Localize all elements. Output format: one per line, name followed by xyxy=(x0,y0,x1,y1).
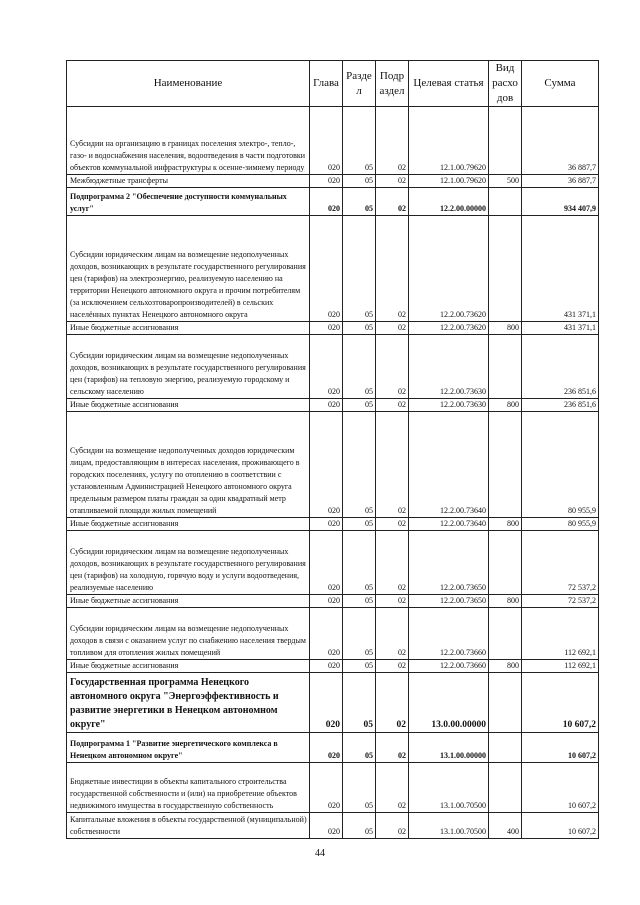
row-podrazdel: 02 xyxy=(376,531,409,595)
row-statya: 12.2.00.73660 xyxy=(409,608,489,660)
header-podrazdel: Подр аздел xyxy=(376,61,409,107)
row-razdel: 05 xyxy=(343,813,376,839)
row-glava: 020 xyxy=(310,175,343,188)
row-vid: 800 xyxy=(489,322,522,335)
row-statya: 13.1.00.70500 xyxy=(409,763,489,813)
row-vid xyxy=(489,531,522,595)
table-row xyxy=(67,412,599,518)
row-razdel: 05 xyxy=(343,399,376,412)
row-podrazdel: 02 xyxy=(376,399,409,412)
table-row xyxy=(67,608,599,660)
row-name: Иные бюджетные ассигнования xyxy=(67,660,310,673)
row-glava: 020 xyxy=(310,733,343,763)
table-row xyxy=(67,335,599,399)
row-vid xyxy=(489,412,522,518)
row-name: Иные бюджетные ассигнования xyxy=(67,399,310,412)
row-podrazdel: 02 xyxy=(376,188,409,216)
row-vid: 800 xyxy=(489,518,522,531)
row-summa: 10 607,2 xyxy=(522,733,599,763)
row-vid: 800 xyxy=(489,595,522,608)
row-razdel: 05 xyxy=(343,733,376,763)
row-vid xyxy=(489,335,522,399)
row-glava: 020 xyxy=(310,531,343,595)
row-podrazdel: 02 xyxy=(376,107,409,175)
row-vid xyxy=(489,733,522,763)
table-row-subprogram xyxy=(67,188,599,216)
row-razdel: 05 xyxy=(343,322,376,335)
row-name: Капитальные вложения в объекты государственной (муниципальной) собственности xyxy=(67,813,310,839)
row-glava: 020 xyxy=(310,660,343,673)
table-row-subprogram xyxy=(67,733,599,763)
row-glava: 020 xyxy=(310,322,343,335)
budget-table xyxy=(66,60,599,839)
table-row xyxy=(67,107,599,175)
row-statya: 12.2.00.73640 xyxy=(409,412,489,518)
row-razdel: 05 xyxy=(343,595,376,608)
header-vid: Вид расхо дов xyxy=(489,61,522,107)
table-header-row xyxy=(67,61,599,107)
row-summa: 10 607,2 xyxy=(522,813,599,839)
row-vid: 800 xyxy=(489,399,522,412)
row-name: Иные бюджетные ассигнования xyxy=(67,595,310,608)
row-podrazdel: 02 xyxy=(376,518,409,531)
row-vid xyxy=(489,608,522,660)
row-glava: 020 xyxy=(310,813,343,839)
row-statya: 12.2.00.73620 xyxy=(409,322,489,335)
row-glava: 020 xyxy=(310,412,343,518)
row-vid xyxy=(489,188,522,216)
row-razdel: 05 xyxy=(343,518,376,531)
row-name: Иные бюджетные ассигнования xyxy=(67,518,310,531)
row-podrazdel: 02 xyxy=(376,216,409,322)
table-row xyxy=(67,763,599,813)
table-row xyxy=(67,322,599,335)
row-statya: 13.1.00.70500 xyxy=(409,813,489,839)
row-podrazdel: 02 xyxy=(376,763,409,813)
row-statya: 12.2.00.73660 xyxy=(409,660,489,673)
row-statya: 13.1.00.00000 xyxy=(409,733,489,763)
row-glava: 020 xyxy=(310,335,343,399)
row-razdel: 05 xyxy=(343,335,376,399)
row-summa: 36 887,7 xyxy=(522,175,599,188)
row-name: Субсидии на организацию в границах поселения электро-, тепло-, газо- и водоснабжения населения, водоотведения в части подготовки объектов коммунальной инфраструктуры к осенне-зимнему периоду xyxy=(67,107,310,175)
row-name: Подпрограмма 2 "Обеспечение доступности коммунальных услуг" xyxy=(67,188,310,216)
row-statya: 13.0.00.00000 xyxy=(409,673,489,733)
row-razdel: 05 xyxy=(343,608,376,660)
table-row xyxy=(67,813,599,839)
row-podrazdel: 02 xyxy=(376,608,409,660)
row-razdel: 05 xyxy=(343,531,376,595)
row-summa: 72 537,2 xyxy=(522,531,599,595)
row-glava: 020 xyxy=(310,188,343,216)
row-razdel: 05 xyxy=(343,188,376,216)
row-name: Межбюджетные трансферты xyxy=(67,175,310,188)
row-podrazdel: 02 xyxy=(376,322,409,335)
row-name: Государственная программа Ненецкого автономного округа "Энергоэффективность и развитие энергетики в Ненецком автономном округе" xyxy=(67,673,310,733)
row-statya: 12.2.00.73630 xyxy=(409,335,489,399)
row-glava: 020 xyxy=(310,107,343,175)
table-row xyxy=(67,531,599,595)
row-summa: 10 607,2 xyxy=(522,763,599,813)
row-podrazdel: 02 xyxy=(376,813,409,839)
row-vid xyxy=(489,763,522,813)
table-row xyxy=(67,660,599,673)
table-row xyxy=(67,518,599,531)
row-statya: 12.2.00.73650 xyxy=(409,595,489,608)
header-summa: Сумма xyxy=(522,61,599,107)
row-summa: 431 371,1 xyxy=(522,322,599,335)
row-name: Субсидии юридическим лицам на возмещение недополученных доходов, возникающих в результате государственного регулирования цен (тарифов) на электроэнергию, реализуемую населению на территории Ненецкого автономного округа и прочим потребителям (за исключением сельхозтоваропроизводителей) в сельских населённых пунктах Ненецкого автономного округа xyxy=(67,216,310,322)
row-podrazdel: 02 xyxy=(376,660,409,673)
row-summa: 10 607,2 xyxy=(522,673,599,733)
table-row xyxy=(67,595,599,608)
row-statya: 12.1.00.79620 xyxy=(409,107,489,175)
row-statya: 12.2.00.73630 xyxy=(409,399,489,412)
row-summa: 236 851,6 xyxy=(522,399,599,412)
table-row-program xyxy=(67,673,599,733)
header-name: Наименование xyxy=(67,61,310,107)
row-glava: 020 xyxy=(310,399,343,412)
row-summa: 112 692,1 xyxy=(522,608,599,660)
row-razdel: 05 xyxy=(343,673,376,733)
row-vid: 400 xyxy=(489,813,522,839)
header-razdel: Разде л xyxy=(343,61,376,107)
row-summa: 80 955,9 xyxy=(522,518,599,531)
row-vid: 800 xyxy=(489,660,522,673)
row-podrazdel: 02 xyxy=(376,335,409,399)
row-statya: 12.2.00.73640 xyxy=(409,518,489,531)
row-razdel: 05 xyxy=(343,412,376,518)
row-glava: 020 xyxy=(310,673,343,733)
row-glava: 020 xyxy=(310,518,343,531)
table-row xyxy=(67,175,599,188)
row-podrazdel: 02 xyxy=(376,673,409,733)
row-razdel: 05 xyxy=(343,216,376,322)
table-row xyxy=(67,399,599,412)
row-glava: 020 xyxy=(310,216,343,322)
row-name: Подпрограмма 1 "Развитие энергетического комплекса в Ненецком автономном округе" xyxy=(67,733,310,763)
row-summa: 236 851,6 xyxy=(522,335,599,399)
row-statya: 12.2.00.73650 xyxy=(409,531,489,595)
header-glava: Глава xyxy=(310,61,343,107)
row-glava: 020 xyxy=(310,763,343,813)
row-summa: 112 692,1 xyxy=(522,660,599,673)
row-razdel: 05 xyxy=(343,107,376,175)
row-name: Субсидии на возмещение недополученных доходов юридическим лицам, предоставляющим в интересах населения, проживающего в городских поселениях, услугу по отоплению в соответствии с установленным Администрацией Ненецкого автономного округа предельным размером платы граждан за один квадратный метр отапливаемой площади жилых помещений xyxy=(67,412,310,518)
row-glava: 020 xyxy=(310,595,343,608)
row-name: Бюджетные инвестиции в объекты капитального строительства государственной собственности и (или) на приобретение объектов недвижимого имущества в государственную собственность xyxy=(67,763,310,813)
row-podrazdel: 02 xyxy=(376,595,409,608)
row-razdel: 05 xyxy=(343,763,376,813)
row-podrazdel: 02 xyxy=(376,733,409,763)
row-summa: 80 955,9 xyxy=(522,412,599,518)
row-name: Субсидии юридическим лицам на возмещение недополученных доходов, возникающих в результате государственного регулирования цен (тарифов) на тепловую энергию, реализуемую городскому и сельскому населению xyxy=(67,335,310,399)
row-statya: 12.2.00.00000 xyxy=(409,188,489,216)
row-summa: 431 371,1 xyxy=(522,216,599,322)
row-name: Субсидии юридическим лицам на возмещение недополученных доходов, возникающих в результате государственного регулирования цен (тарифов) на холодную, горячую воду и услуги водоотведения, реализуемые населению xyxy=(67,531,310,595)
row-summa: 72 537,2 xyxy=(522,595,599,608)
row-name: Субсидии юридическим лицам на возмещение недополученных доходов в связи с оказанием услуг по снабжению населения твердым топливом для отопления жилых помещений xyxy=(67,608,310,660)
row-vid xyxy=(489,107,522,175)
table-row xyxy=(67,216,599,322)
row-glava: 020 xyxy=(310,608,343,660)
row-vid xyxy=(489,673,522,733)
page-number: 44 xyxy=(315,848,325,859)
row-summa: 934 407,9 xyxy=(522,188,599,216)
row-razdel: 05 xyxy=(343,660,376,673)
header-tselevaya: Целевая статья xyxy=(409,61,489,107)
row-razdel: 05 xyxy=(343,175,376,188)
row-statya: 12.1.00.79620 xyxy=(409,175,489,188)
row-vid: 500 xyxy=(489,175,522,188)
row-vid xyxy=(489,216,522,322)
row-podrazdel: 02 xyxy=(376,412,409,518)
row-podrazdel: 02 xyxy=(376,175,409,188)
row-statya: 12.2.00.73620 xyxy=(409,216,489,322)
row-name: Иные бюджетные ассигнования xyxy=(67,322,310,335)
row-summa: 36 887,7 xyxy=(522,107,599,175)
